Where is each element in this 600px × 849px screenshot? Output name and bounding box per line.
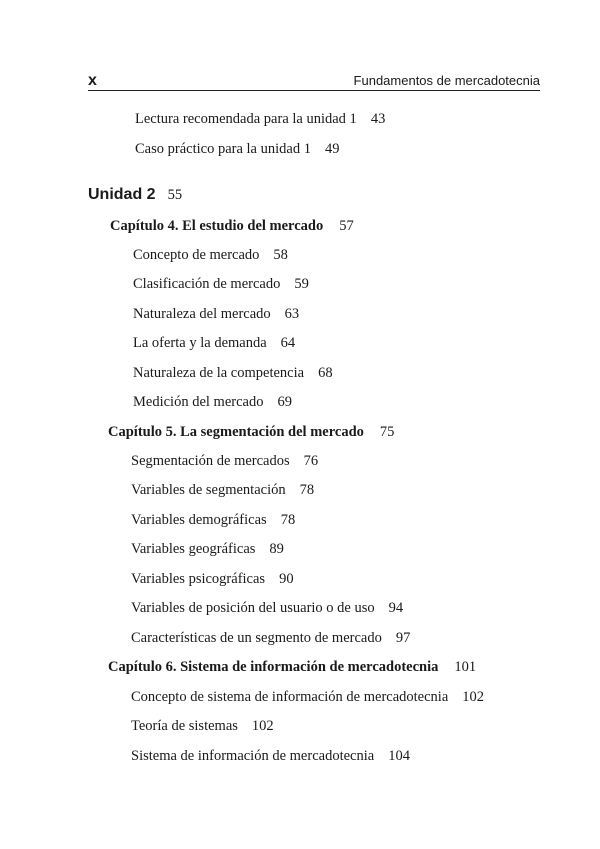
toc-entry (131, 511, 295, 529)
toc-entry-title: Características de un segmento de mercado (131, 630, 382, 646)
toc-entry-page: 102 (251, 718, 274, 734)
toc-entry-title: Medición del mercado (133, 394, 264, 410)
toc-entry-title: Variables geográficas (131, 541, 256, 557)
toc-entry-title: Teoría de sistemas (131, 718, 238, 734)
unit-page: 55 (167, 187, 183, 203)
toc-entry-page: 97 (395, 630, 411, 646)
toc-entry (131, 717, 274, 735)
unit-heading (88, 186, 182, 204)
toc-entry (133, 393, 292, 411)
book-title: Fundamentos de mercadotecnia (353, 73, 540, 88)
chapter-page: 75 (379, 424, 395, 440)
toc-entry-page: 90 (279, 571, 294, 587)
toc-entry-page: 76 (303, 453, 319, 469)
toc-entry-page: 94 (388, 600, 404, 616)
chapter-title: Capítulo 5. La segmentación del mercado (108, 424, 364, 440)
chapter-title: Capítulo 4. El estudio del mercado (110, 218, 324, 234)
toc-entry (133, 334, 295, 352)
toc-entry (133, 275, 309, 293)
toc-entry-title: Naturaleza de la competencia (133, 365, 305, 381)
toc-entry-page: 43 (370, 111, 386, 127)
toc-entry-title: La oferta y la demanda (133, 335, 267, 351)
toc-entry-page: 68 (318, 365, 333, 381)
toc-entry-page: 58 (273, 247, 288, 263)
toc-entry-title: Naturaleza del mercado (133, 306, 271, 322)
toc-entry (135, 110, 385, 128)
toc-entry-page: 49 (324, 141, 340, 157)
toc-entry-title: Concepto de mercado (133, 247, 260, 263)
toc-entry (131, 599, 403, 617)
toc-entry-title: Clasificación de mercado (133, 276, 281, 292)
toc-entry-page: 63 (284, 306, 300, 322)
toc-entry (133, 305, 299, 323)
toc-entry-title: Variables de segmentación (131, 482, 286, 498)
toc-entry (131, 688, 484, 706)
chapter-page: 57 (339, 218, 354, 234)
toc-entry-title: Variables de posición del usuario o de uso (131, 600, 375, 616)
toc-entry-page: 78 (299, 482, 315, 498)
toc-entry-title: Variables demográficas (131, 512, 267, 528)
toc-entry-page: 102 (462, 689, 485, 705)
toc-entry-title: Variables psicográficas (131, 571, 266, 587)
toc-entry-page: 69 (277, 394, 292, 410)
toc-entry (131, 570, 294, 588)
chapter-heading (110, 217, 354, 235)
toc-entry (133, 246, 288, 264)
toc-entry (131, 747, 410, 765)
toc-entry-title: Caso práctico para la unidad 1 (135, 141, 311, 157)
chapter-heading (108, 423, 394, 441)
toc-entry (135, 140, 339, 158)
toc-entry (131, 540, 284, 558)
toc-entry-page: 64 (280, 335, 296, 351)
chapter-title: Capítulo 6. Sistema de información de mercadotecnia (108, 659, 439, 675)
toc-entry-page: 89 (269, 541, 284, 557)
running-header (88, 72, 540, 90)
toc-entry-title: Concepto de sistema de información de mercadotecnia (131, 689, 449, 705)
toc-entry (133, 364, 333, 382)
toc-entry (131, 452, 318, 470)
toc-entry (131, 629, 410, 647)
toc-entry (131, 481, 314, 499)
toc-entry-title: Segmentación de mercados (131, 453, 290, 469)
toc-entry-title: Lectura recomendada para la unidad 1 (135, 111, 357, 127)
toc-entry-page: 104 (388, 748, 410, 764)
unit-label: Unidad 2 (88, 186, 156, 203)
header-rule (88, 90, 540, 91)
toc-entry-title: Sistema de información de mercadotecnia (131, 748, 375, 764)
chapter-page: 101 (454, 659, 477, 675)
toc-entry-page: 59 (294, 276, 309, 292)
chapter-heading (108, 658, 476, 676)
page-number: x (88, 72, 97, 89)
toc-entry-page: 78 (280, 512, 296, 528)
